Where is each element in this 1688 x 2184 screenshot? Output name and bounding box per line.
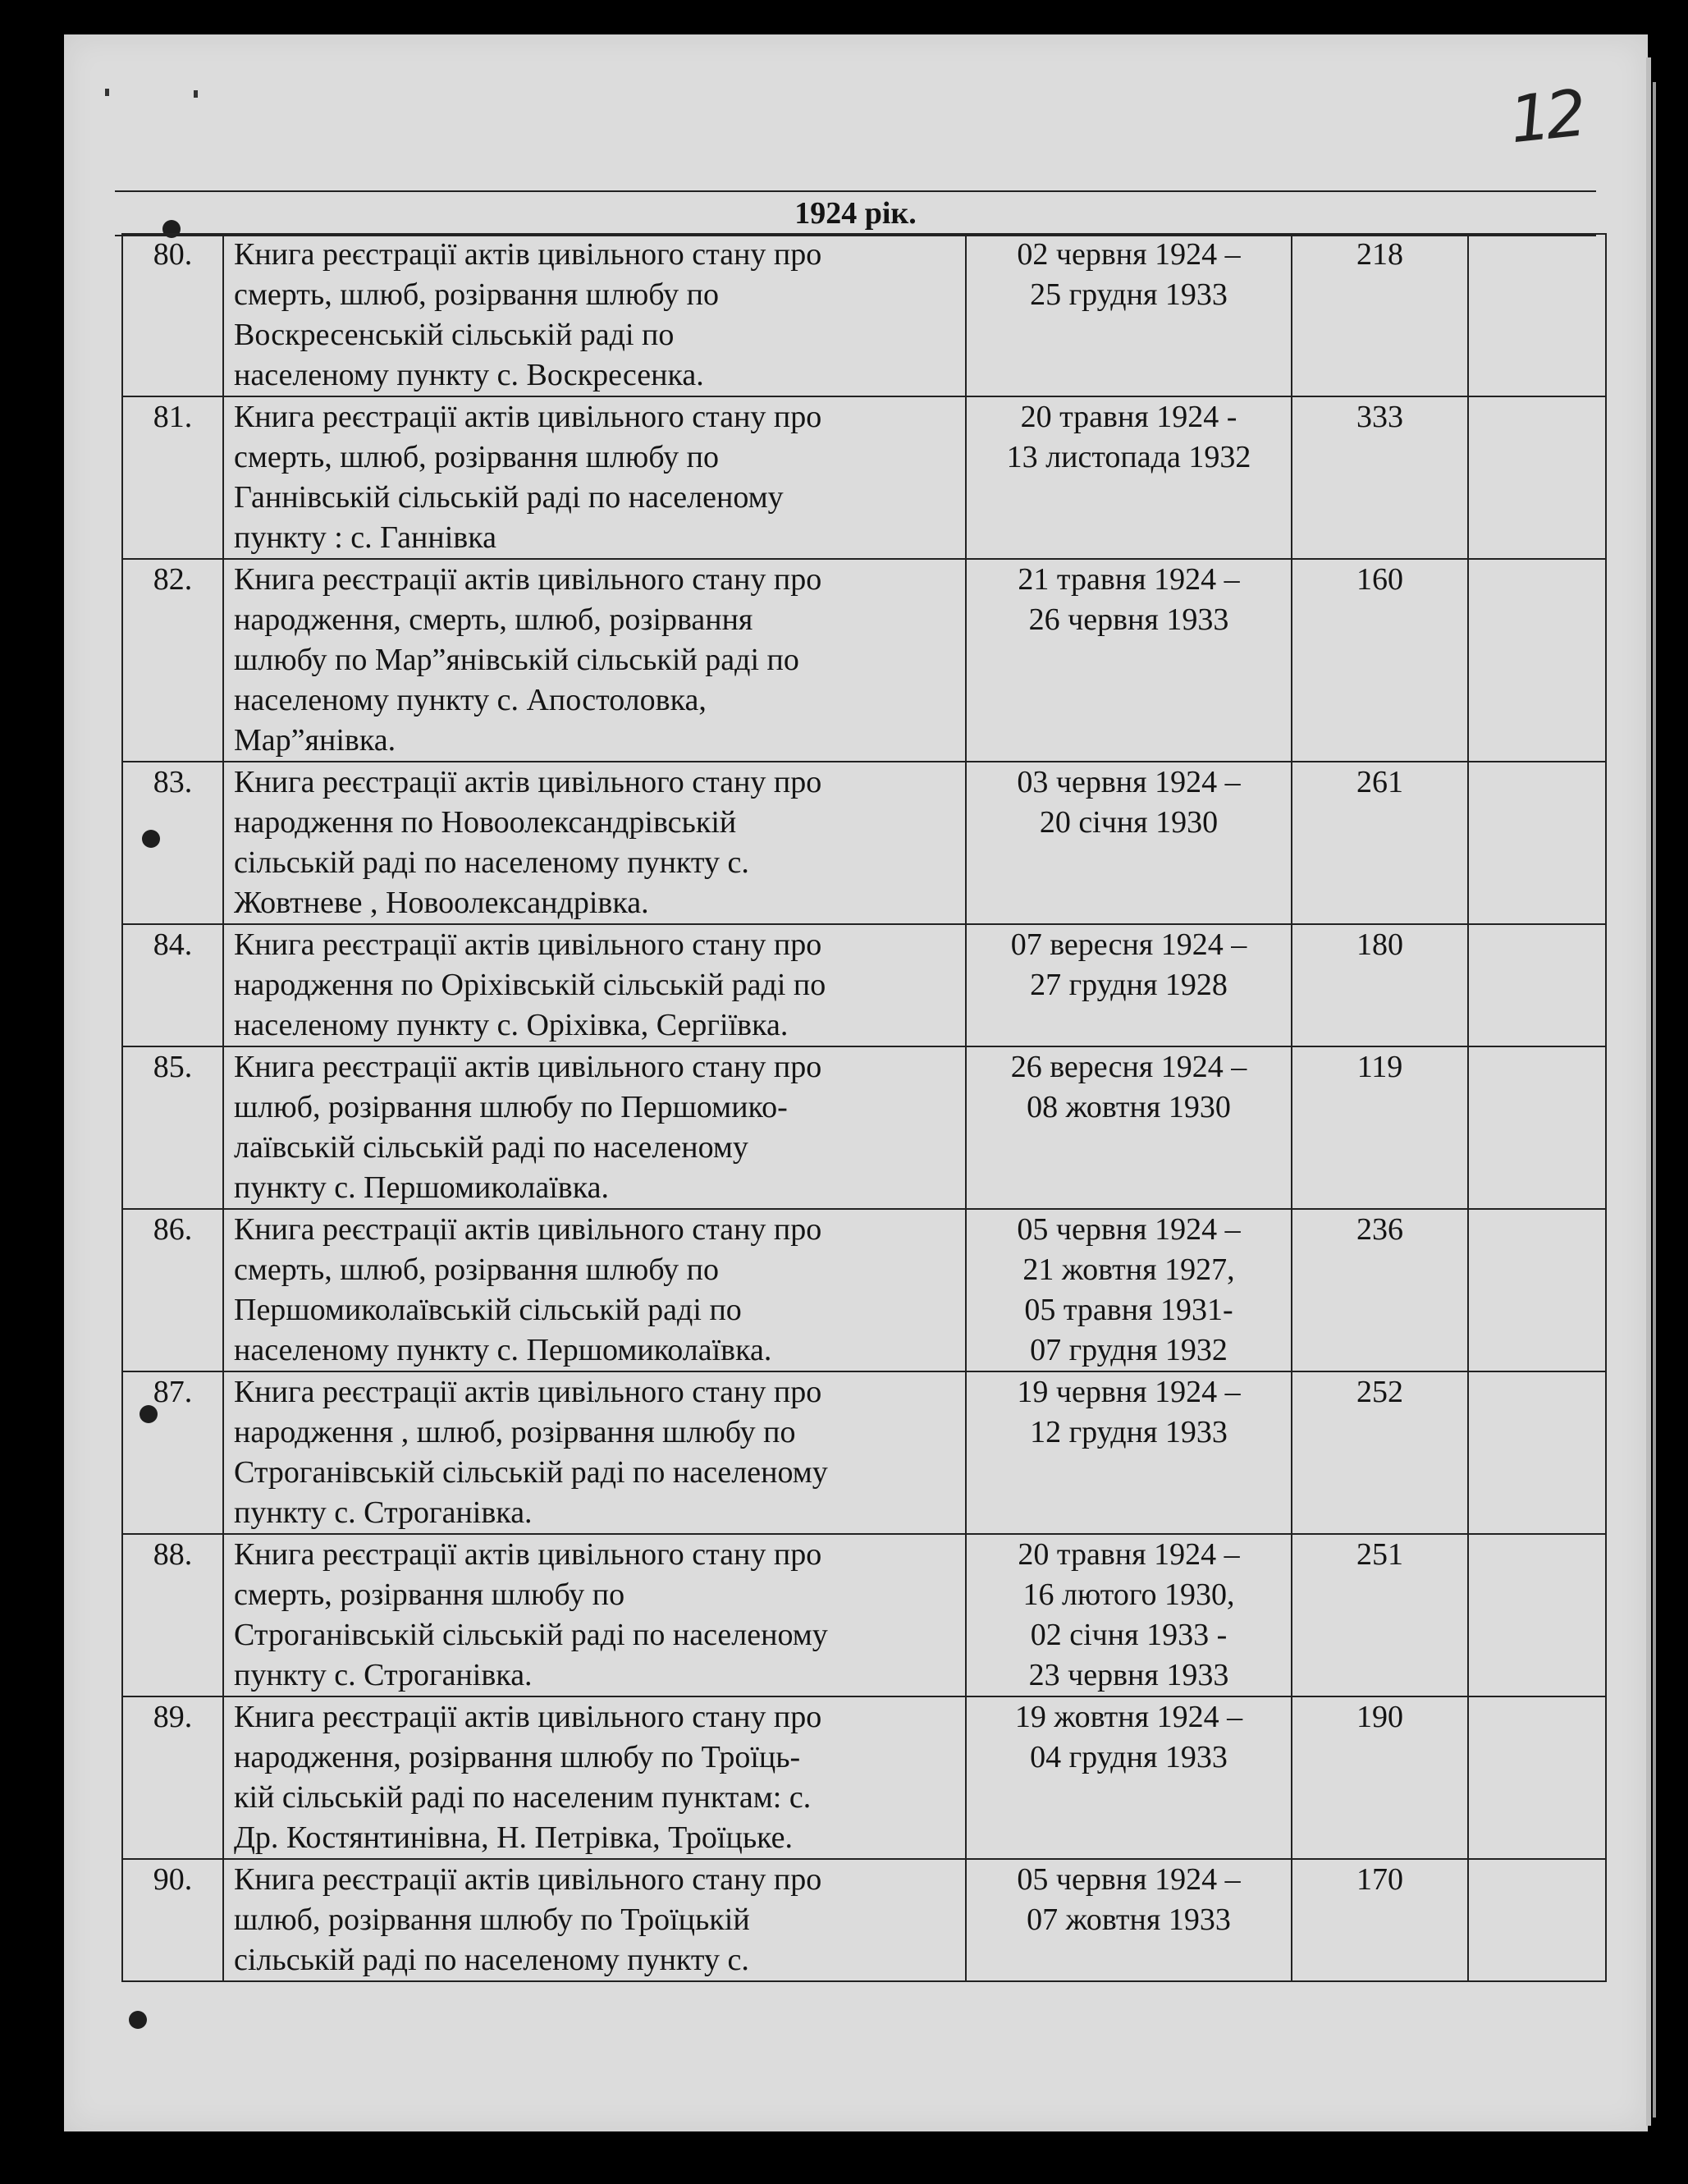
speck-mark [105,89,109,96]
record-page-count: 119 [1292,1046,1468,1209]
record-title [223,1209,966,1371]
record-date-line: 26 червня 1933 [1028,602,1229,637]
record-title [223,1534,966,1696]
record-notes-cell [1468,1696,1606,1859]
record-title-line: Книга реєстрації актів цивільного стану про [234,237,822,272]
record-title-line: народження по Оріхівській сільській раді по [234,968,826,1002]
record-title-line: Книга реєстрації актів цивільного стану про [234,927,822,962]
table-row [122,924,1606,1046]
record-number: 89. [122,1696,223,1859]
record-title-line: Книга реєстрації актів цивільного стану про [234,400,822,434]
record-date-line: 16 лютого 1930, [1022,1577,1235,1612]
record-title-line: Книга реєстрації актів цивільного стану про [234,1862,822,1897]
record-title [223,924,966,1046]
record-date-line: 07 вересня 1924 – [1010,927,1247,962]
record-dates [966,234,1292,396]
record-title [223,762,966,924]
record-page-count: 333 [1292,396,1468,559]
record-title-line: населеному пункту с. Першомиколаївка. [234,1333,772,1367]
record-title-line: пункту с. Першомиколаївка. [234,1170,609,1205]
record-title-line: пункту с. Строганівка. [234,1658,533,1692]
record-dates [966,1046,1292,1209]
record-title-line: шлюб, розірвання шлюбу по Першомико- [234,1090,788,1124]
record-page-count: 236 [1292,1209,1468,1371]
record-date-line: 21 жовтня 1927, [1022,1252,1235,1287]
record-page-count: 190 [1292,1696,1468,1859]
record-title-line: Ганнівській сільській раді по населеному [234,480,784,515]
record-dates [966,1371,1292,1534]
speck-mark [194,90,198,98]
record-title-line: смерть, розірвання шлюбу по [234,1577,625,1612]
record-date-line: 05 червня 1924 – [1017,1862,1241,1897]
record-date-line: 19 червня 1924 – [1017,1375,1241,1409]
table-row [122,234,1606,396]
record-title [223,1859,966,1981]
page-edge [1653,82,1656,2118]
table-row [122,1046,1606,1209]
record-title-line: смерть, шлюб, розірвання шлюбу по [234,277,720,312]
folio-number: 12 [1506,76,1585,158]
record-notes-cell [1468,559,1606,762]
record-title [223,1696,966,1859]
record-title-line: шлюбу по Мар”янівській сільській раді по [234,643,799,677]
record-title-line: населеному пункту с. Оріхівка, Сергіївка. [234,1008,789,1042]
record-date-line: 03 червня 1924 – [1017,765,1241,799]
record-page-count: 261 [1292,762,1468,924]
record-date-line: 25 грудня 1933 [1030,277,1228,312]
record-dates [966,559,1292,762]
record-title-line: Книга реєстрації актів цивільного стану про [234,1050,822,1084]
record-title-line: Першомиколаївській сільській раді по [234,1293,742,1327]
record-page-count: 218 [1292,234,1468,396]
record-date-line: 20 травня 1924 – [1018,1537,1240,1572]
record-notes-cell [1468,1371,1606,1534]
record-date-line: 04 грудня 1933 [1030,1740,1228,1774]
record-title [223,1046,966,1209]
record-date-line: 20 травня 1924 - [1020,400,1237,434]
record-notes-cell [1468,1209,1606,1371]
record-dates [966,1696,1292,1859]
records-table-body [122,234,1606,1981]
record-dates [966,1534,1292,1696]
record-dates [966,924,1292,1046]
record-date-line: 20 січня 1930 [1039,805,1219,840]
record-title-line: смерть, шлюб, розірвання шлюбу по [234,1252,720,1287]
record-title-line: сільській раді по населеному пункту с. [234,1943,749,1977]
record-page-count: 251 [1292,1534,1468,1696]
record-notes-cell [1468,1859,1606,1981]
record-title [223,396,966,559]
record-date-line: 13 листопада 1932 [1006,440,1251,474]
record-number: 83. [122,762,223,924]
record-date-line: 02 червня 1924 – [1017,237,1241,272]
record-date-line: 05 червня 1924 – [1017,1212,1241,1247]
record-title-line: Строганівській сільській раді по населеному [234,1455,828,1490]
record-page-count: 180 [1292,924,1468,1046]
record-date-line: 12 грудня 1933 [1030,1415,1228,1449]
record-date-line: 21 травня 1924 – [1018,562,1240,597]
record-notes-cell [1468,1046,1606,1209]
record-title-line: Жовтневе , Новоолександрівка. [234,886,649,920]
record-date-line: 08 жовтня 1930 [1027,1090,1231,1124]
record-date-line: 07 жовтня 1933 [1027,1902,1231,1937]
record-dates [966,762,1292,924]
record-title [223,1371,966,1534]
record-dates [966,1209,1292,1371]
record-notes-cell [1468,762,1606,924]
record-title-line: народження по Новоолександрівській [234,805,737,840]
record-dates [966,396,1292,559]
record-number: 88. [122,1534,223,1696]
record-page-count: 170 [1292,1859,1468,1981]
record-number: 84. [122,924,223,1046]
record-notes-cell [1468,396,1606,559]
record-date-line: 05 травня 1931- [1024,1293,1233,1327]
punch-hole-mark [129,2011,147,2029]
record-title-line: населеному пункту с. Апостоловка, [234,683,707,717]
record-number: 90. [122,1859,223,1981]
record-title-line: Книга реєстрації актів цивільного стану про [234,1700,822,1734]
record-date-line: 19 жовтня 1924 – [1014,1700,1243,1734]
table-row [122,1209,1606,1371]
record-title-line: кій сільській раді по населеним пунктам: с. [234,1780,812,1815]
record-number: 87. [122,1371,223,1534]
record-title-line: народження , шлюб, розірвання шлюбу по [234,1415,796,1449]
record-notes-cell [1468,924,1606,1046]
record-title-line: Книга реєстрації актів цивільного стану про [234,1212,822,1247]
record-title-line: Воскресенській сільській раді по [234,318,675,352]
record-notes-cell [1468,1534,1606,1696]
table-row [122,1696,1606,1859]
record-title [223,234,966,396]
record-date-line: 07 грудня 1932 [1030,1333,1228,1367]
record-title-line: Строганівській сільській раді по населеному [234,1618,828,1652]
records-table [121,233,1607,1982]
record-title-line: населеному пункту с. Воскресенка. [234,358,704,392]
record-title-line: шлюб, розірвання шлюбу по Троїцькій [234,1902,750,1937]
record-date-line: 23 червня 1933 [1028,1658,1229,1692]
record-title [223,559,966,762]
record-title-line: Книга реєстрації актів цивільного стану про [234,1375,822,1409]
record-date-line: 27 грудня 1928 [1030,968,1228,1002]
table-row [122,559,1606,762]
record-title-line: лаївській сільській раді по населеному [234,1130,748,1165]
record-dates [966,1859,1292,1981]
table-row [122,1371,1606,1534]
record-number: 86. [122,1209,223,1371]
record-title-line: Книга реєстрації актів цивільного стану про [234,562,822,597]
table-row [122,1859,1606,1981]
record-title-line: народження, смерть, шлюб, розірвання [234,602,753,637]
record-number: 82. [122,559,223,762]
record-number: 81. [122,396,223,559]
record-title-line: пункту с. Строганівка. [234,1495,533,1530]
table-row [122,762,1606,924]
record-title-line: Др. Костянтинівна, Н. Петрівка, Троїцьке. [234,1820,794,1855]
table-row [122,1534,1606,1696]
record-title-line: сільській раді по населеному пункту с. [234,845,749,880]
record-title-line: Книга реєстрації актів цивільного стану про [234,765,822,799]
record-title-line: народження, розірвання шлюбу по Троїць- [234,1740,801,1774]
table-row [122,396,1606,559]
record-date-line: 26 вересня 1924 – [1010,1050,1247,1084]
record-title-line: Мар”янівка. [234,723,396,758]
record-number: 80. [122,234,223,396]
record-page-count: 160 [1292,559,1468,762]
page-edge [1646,57,1651,2126]
record-date-line: 02 січня 1933 - [1030,1618,1228,1652]
record-title-line: Книга реєстрації актів цивільного стану про [234,1537,822,1572]
record-page-count: 252 [1292,1371,1468,1534]
record-notes-cell [1468,234,1606,396]
record-title-line: пункту : с. Ганнівка [234,520,496,555]
record-title-line: смерть, шлюб, розірвання шлюбу по [234,440,720,474]
year-heading: 1924 рік. [115,190,1596,236]
record-number: 85. [122,1046,223,1209]
